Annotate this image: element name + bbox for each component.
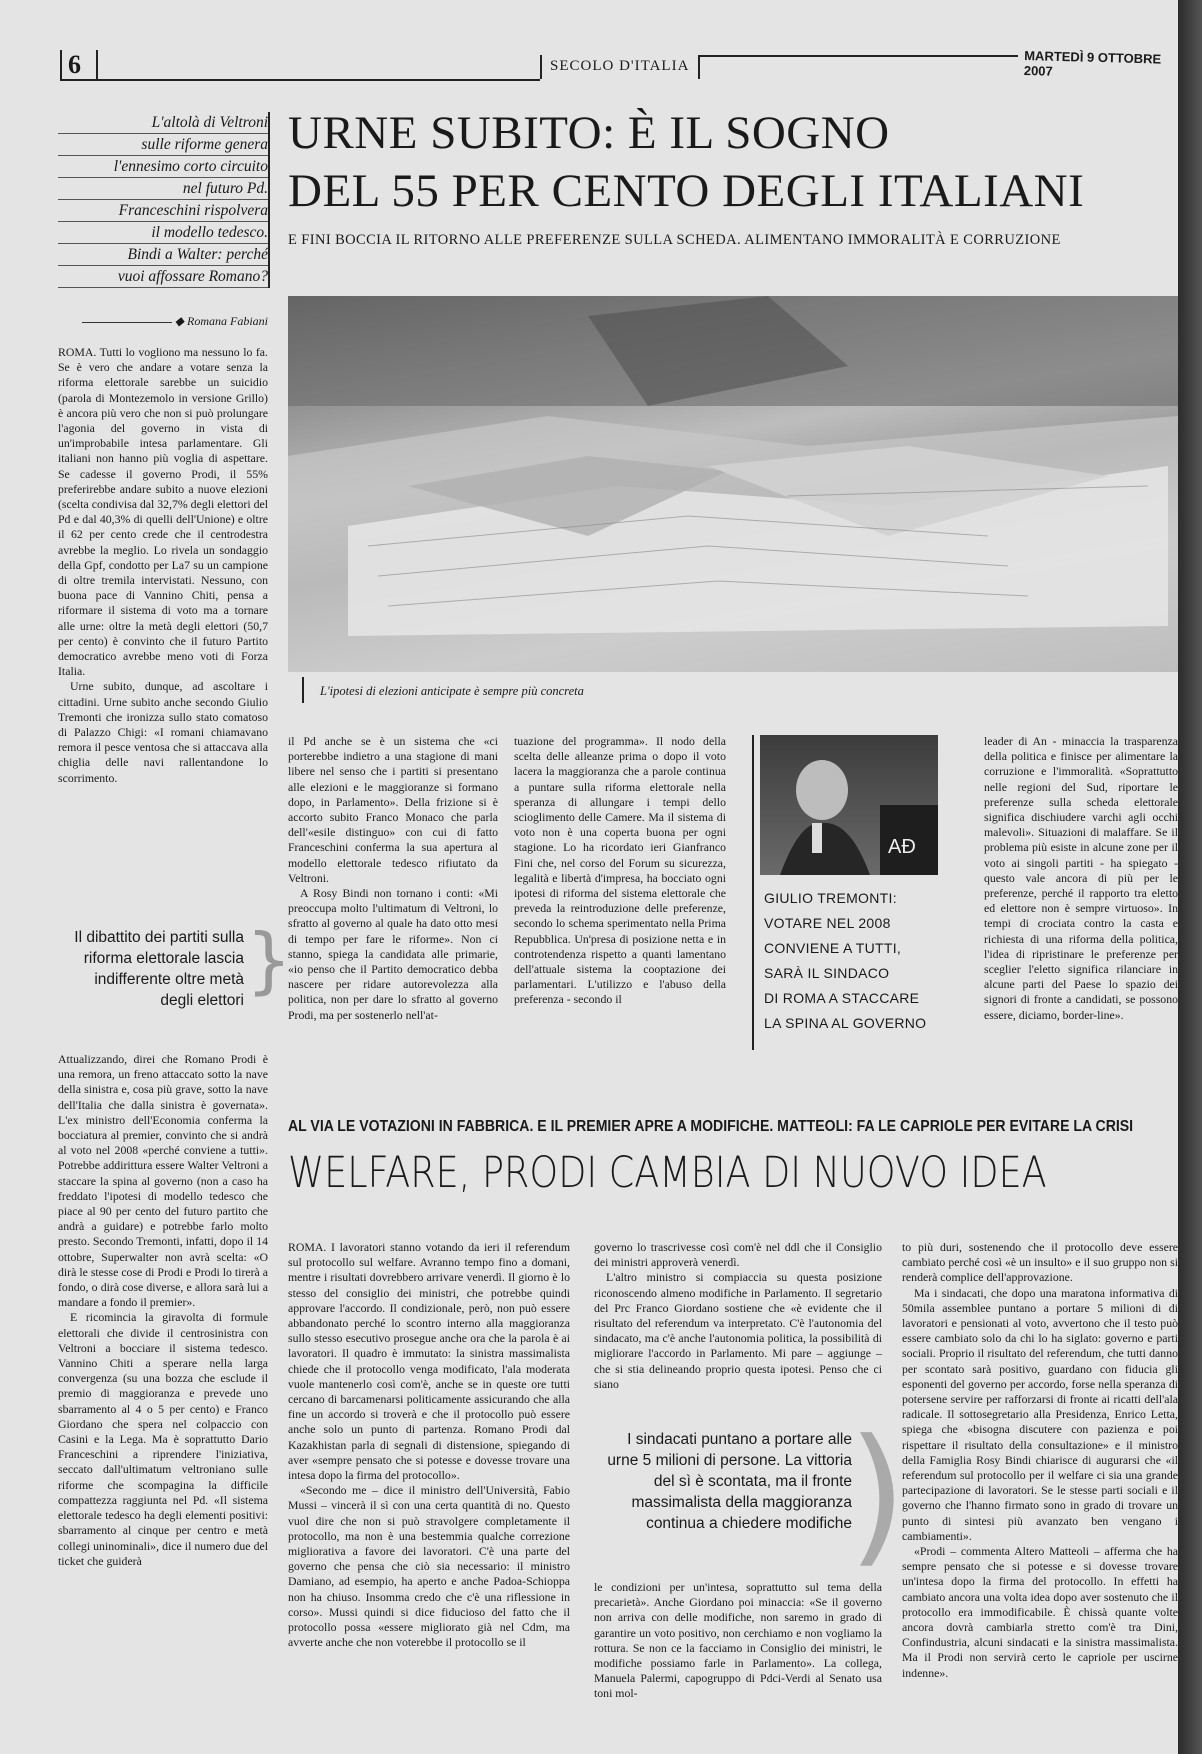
header-rule bbox=[698, 55, 1018, 57]
article2-kicker: AL VIA LE VOTAZIONI IN FABBRICA. E IL PREMIER APRE A MODIFICHE. MATTEOLI: FA LE CAPRIOLE PER EVITARE LA CRISI bbox=[288, 1118, 1134, 1135]
paragraph: «Prodi – commenta Altero Matteoli – afferma che ha sempre pensato che si potesse e si dovesse trovare un'intesa dopo la firma del protocollo. In effetti ha cambiato ancora una volta idea dopo aver sostenuto che il protocollo era immodificabile. È chissà quante volte ancora dovrà cambiarla stretto com'è tra Dini, Confindustria, alcuni sindacati e la sinistra massimalista. Ma il Prodi non servirà certo le capriole per uscirne indenne». bbox=[902, 1544, 1178, 1680]
summary-line: vuoi affossare Romano? bbox=[58, 266, 268, 288]
article2-column-2b bbox=[594, 1580, 882, 1702]
paragraph: ROMA. Tutti lo vogliono ma nessuno lo fa. Se è vero che andare a votare senza la riforma elettorale sarebbe un suicidio (parola di Montezemolo in versione Grillo) è ancora più vero che non si può prolungare l'agonia del governo in vista di un'improbabile intesa parlamentare. Gli italiani non hanno più voglia di aspettare. Se cadesse il governo Prodi, il 55% preferirebbe andare subito a nuove elezioni (scelta condivisa dal 32,7% degli elettori del Pd e dal 40,3% di quelli dell'Unione) e oltre il 62 per cento crede che il centrodestra avrebbe la meglio. Lo rivela un sondaggio della Gpf, condotto per La7 su un campione di oltre tremila intervistati. Nessuno, con buona pace di Vannino Chiti, pensa a riformare il sistema di voto ma a tornare alle urne: oltre la metà degli elettori (50,7 per cento) è convinto che il futuro Partito democratico avrebbe meno voti di Forza Italia. bbox=[58, 345, 268, 679]
paragraph: governo lo trascrivesse così com'è nel ddl che il Consiglio dei ministri approverà venerdì. bbox=[594, 1240, 882, 1270]
portrait-illustration bbox=[760, 735, 938, 875]
paragraph: Ma i sindacati, che dopo una maratona informativa di 50mila assemblee puntano a portare 5 milioni di di lavoratori e pensionati al voto, avvertono che il testo può essere cambiato solo da chi lo ha siglato: governo e parti sociali. Proprio il risultato del referendum, che tutti danno per scontato sarà positivo, guardano con fiducia gli esponenti del governo per accordo, forse nella speranza di potersene servire per rafforzarsi di fronte ai ricatti dell'ala radicale. Il sottosegretario alla Presidenza, Enrico Letta, spiega che «bisogna discutere con pazienza e poi rispettare il risultato della consultazione» e il ministro della Famiglia Rosy Bindi chiarisce di augurarsi che «il referendum sul protocollo per il welfare ci sia una grande partecipazione di lavoratori. Se le stesse parti sociali e il governo che l'hanno firmato sono in grado di trovare un punto di sintesi più avanzato ben vengano i cambiamenti». bbox=[902, 1285, 1178, 1543]
tremonti-photo bbox=[760, 735, 938, 875]
article1-column-3 bbox=[514, 734, 726, 1008]
caption-marker bbox=[302, 677, 304, 703]
brace-icon: ) bbox=[848, 1408, 907, 1582]
header-rule bbox=[60, 79, 540, 81]
summary-side-rule bbox=[268, 112, 270, 288]
pull-quote-1: Il dibattito dei partiti sulla riforma elettorale lascia indifferente oltre metà degli elettori bbox=[74, 929, 244, 1009]
byline bbox=[60, 314, 268, 329]
paragraph: Attualizzando, direi che Romano Prodi è una remora, un freno attaccato sotto la nave della sinistra e, cosa più grave, sotto la nave dell'Italia che dalla sinistra è governata». L'ex ministro dell'Economia conferma la bocciatura al premier, convinto che si andrà al voto nel 2008 «perché conviene a tutti». Potrebbe addirittura essere Walter Veltroni a staccare la spina al governo (non a caso ha freddato l'ipotesi di modello tedesco che piace al 90 per cento del futuro partito che andrà a guidare) e potrebbe farlo molto presto. Secondo Tremonti, infatti, dopo il 14 ottobre, Superwalter non avrà scelta: «O dirà le stesse cose di Prodi e Prodi lo tirerà a fondo, o dirà cose diverse, e allora sarà lui a mandare a fondo il premier». bbox=[58, 1052, 268, 1310]
paragraph: E ricomincia la giravolta di formule elettorali che divide il centrosinistra con Veltroni a bocciare il sistema tedesco. Vannino Chiti a sperare nella larga convergenza (su una bozza che esclude il premio di maggioranza e prevede uno sbarramento al 4 o 5 per cento) e Franco Giordano che spera nel colpaccio con Casini e la Lega. Ma è soprattutto Dario Franceschini a riprendere l'iniziativa, seccato dall'ultimatum veltroniano sulle riforme che scompagina la difficile compattezza raggiunta nel Pd. «Il sistema elettorale tedesco ha degli elementi positivi: sbarramento al cinque per centro e metà collegi uninominali», dice il numero due del ticket che guiderà bbox=[58, 1310, 268, 1568]
quote-line: CONVIENE A TUTTI, bbox=[764, 940, 902, 956]
quote-side-rule bbox=[752, 735, 754, 1050]
article2-column-2 bbox=[594, 1240, 882, 1392]
article2-column-3 bbox=[902, 1240, 1178, 1681]
headline-line: URNE SUBITO: È IL SOGNO bbox=[288, 107, 890, 159]
tremonti-quote bbox=[764, 886, 944, 1036]
headline-line: DEL 55 PER CENTO DEGLI ITALIANI bbox=[288, 165, 1085, 217]
header-rule bbox=[698, 55, 700, 79]
issue-date: MARTEDÌ 9 OTTOBRE 2007 bbox=[1023, 47, 1162, 79]
paragraph: A Rosy Bindi non tornano i conti: «Mi preoccupa molto l'ultimatum di Veltroni, lo sfratto al governo al quale ha dato otto mesi di tempo per fare le riforme». Non ci stanno, spiega la candidata alle primarie, «io penso che il Partito democratico debba nascere per ridare autorevolezza alla politica, non per dare lo sfratto al governo Prodi, ma per sostenerlo nell'at- bbox=[288, 886, 498, 1022]
page-number-box bbox=[96, 50, 98, 80]
article1-headline bbox=[288, 104, 1178, 220]
quote-line: LA SPINA AL GOVERNO bbox=[764, 1015, 927, 1031]
paragraph: le condizioni per un'intesa, soprattutto sul tema della precarietà». Anche Giordano poi minaccia: «Se il governo non arriva con delle modifiche, non saremo in grado di garantire un voto positivo, non cerchiamo e non vogliamo la rottura. Se non ce la facciamo in Consiglio dei ministri, le modifiche possiamo farle in Parlamento». La collega, Manuela Palermi, capogruppo di Pdci-Verdi al Senato usa toni mol- bbox=[594, 1580, 882, 1701]
article1-column-1 bbox=[58, 345, 268, 786]
quote-line: VOTARE NEL 2008 bbox=[764, 915, 891, 931]
summary-box bbox=[58, 112, 268, 288]
paragraph: ROMA. I lavoratori stanno votando da ieri il referendum sul protocollo sul welfare. Avranno tempo fino a domani, mentre i risultati dovrebbero arrivare venerdì. Il giorno è lo stesso del consiglio dei ministri, che potrebbe quindi approvare l'accordo. Il condizionale, però, non può essere abbandonato perché lo scontro interno alla maggioranza sullo stesso esecutivo prosegue anche ora che la parola è ai lavoratori. Il quadro è immutato: la sinistra massimalista chiede che il protocollo venga modificato, l'ala moderata vuole mantenerlo così com'è, anche se in queste ore tutti cercano di barcamenarsi politicamente assicurando che alla fine un accordo si troverà e che il protocollo può essere anche solo un punto di partenza. Romano Prodi dal Kazakhistan parla di segnali di distensione, spiegando di aver «sempre pensato che si potesse e dovesse trovare una intesa dopo la firma del protocollo». bbox=[288, 1240, 570, 1483]
summary-line: Bindi a Walter: perché bbox=[58, 244, 268, 266]
brace-icon: } bbox=[246, 918, 292, 1002]
diamond-icon: ◆ bbox=[174, 314, 184, 328]
paragraph: «Secondo me – dice il ministro dell'Università, Fabio Mussi – vincerà il sì con una certa quantità di no. Questo vuol dire che non si può stravolgere completamente il protocollo, ma non è una bestemmia qualche correzione migliorativa a favore dei lavoratori. C'è una parte del governo che pensa che ciò sia necessario: il ministro Damiano, ad esempio, ha aperto e anche Padoa-Schioppa non ha chiuso. Insomma credo che c'è una riflessione in corso». Mussi quindi si dice fiducioso del fatto che il protocollo possa «essere migliorato già nel Cdm, ma avverte anche che non voterebbe il protocollo se il bbox=[288, 1483, 570, 1650]
article1-subtitle: E FINI BOCCIA IL RITORNO ALLE PREFERENZE SULLA SCHEDA. ALIMENTANO IMMORALITÀ E CORRUZIONE bbox=[288, 232, 1061, 248]
ballots-photo bbox=[288, 296, 1178, 672]
article2-headline: WELFARE, PRODI CAMBIA DI NUOVO IDEA bbox=[288, 1148, 1047, 1198]
summary-line: l'ennesimo corto circuito bbox=[58, 156, 268, 178]
header-rule bbox=[540, 55, 542, 79]
article1-column-1b bbox=[58, 1052, 268, 1569]
paragraph: il Pd anche se è un sistema che «ci porterebbe indietro a una stagione di mani libere nel senso che i partiti si presentano alle elezioni e le maggioranze si formano dopo, in Parlamento». Della frizione si è accorto subito Franco Monaco che parla dell'«esile distinguo» con cui di fatto Franceschini conferma la sua apertura al modello elettorale tedesco rifiutato da Veltroni. bbox=[288, 734, 498, 885]
summary-line: sulle riforme genera bbox=[58, 134, 268, 156]
summary-line: L'altolà di Veltroni bbox=[58, 112, 268, 134]
quote-line: SARÀ IL SINDACO bbox=[764, 965, 890, 981]
masthead: SECOLO D'ITALIA bbox=[550, 58, 690, 74]
page-edge-shadow bbox=[1178, 0, 1202, 1754]
photo-caption: L'ipotesi di elezioni anticipate è sempre più concreta bbox=[320, 684, 584, 698]
paragraph: leader di An - minaccia la trasparenza della politica e finisce per alimentare la corruzione e l'immoralità. «Soprattutto nelle regioni del Sud, riportare le preferenze sulla scheda elettorale significa dischiudere varchi agli occhi malevoli». Situazioni di malaffare. Se il problema più esiste in alcune zone per il voto ai singoli partiti - ha spiegato - questo vale ancora di più per le preferenze, perché il rapporto tra eletto ed elettore non è sempre virtuoso». In tempi di crociata contro la casta e richiesta di una riforma della politica, l'idea di ripristinare le preferenze per sceglier l'eletto significa rilanciare in alcune parti del Paese lo spazio dei signori di fronte a candidati, se possono essere, diciamo, border-line». bbox=[984, 734, 1178, 1022]
quote-line: GIULIO TREMONTI: bbox=[764, 890, 897, 906]
article1-column-2 bbox=[288, 734, 498, 1023]
pull-quote-2: I sindacati puntano a portare alle urne 5 milioni di persone. La vittoria del sì è scontata, ma il fronte massimalista della maggioranza continua a chiedere modifiche bbox=[607, 1431, 852, 1532]
page-number-box bbox=[60, 50, 62, 80]
summary-line: Franceschini rispolvera bbox=[58, 200, 268, 222]
page-number: 6 bbox=[68, 50, 81, 79]
article1-column-5 bbox=[984, 734, 1178, 1023]
article2-column-1 bbox=[288, 1240, 570, 1650]
paragraph: Urne subito, dunque, ad ascoltare i cittadini. Urne subito anche secondo Giulio Tremonti che ironizza sullo stato comatoso di Palazzo Chigi: «I romani chiamavano remora il pesce ventosa che si attaccava alla chiglia delle navi rallentandone lo scorrimento. bbox=[58, 679, 268, 785]
author-name: Romana Fabiani bbox=[187, 314, 268, 328]
svg-text:AĐ: AĐ bbox=[888, 836, 916, 858]
paragraph: L'altro ministro si compiaccia su questa posizione riconoscendo almeno modifiche in Parlamento. Il segretario del Prc Franco Giordano sostiene che «è evidente che il risultato del referendum va interpretato. C'è l'autonomia del sindacato, ma c'è anche l'autonomia politica, la possibilità di migliorare l'accordo in Parlamento. Mi pare – aggiunge – che si stia delineando proprio questa ipotesi. Penso che ci siano bbox=[594, 1270, 882, 1391]
summary-line: nel futuro Pd. bbox=[58, 178, 268, 200]
byline-rule bbox=[82, 322, 172, 323]
paragraph: to più duri, sostenendo che il protocollo deve essere cambiato perché così «è un insulto» e il suo gruppo non si renderà complice dell'approvazione. bbox=[902, 1240, 1178, 1285]
quote-line: DI ROMA A STACCARE bbox=[764, 990, 920, 1006]
paragraph: tuazione del programma». Il nodo della scelta delle alleanze prima o dopo il voto lacera la maggioranza che a parole continua a puntare sulla riforma elettorale nella speranza di allungare i tempi dello scioglimento delle Camere. Ma il sistema di voto non è una coperta buona per ogni stagione. Lo ha ricordato ieri Gianfranco Fini che, nel corso del Forum su sicurezza, legalità e libertà d'impresa, ha bocciato ogni ipotesi di riforma del sistema elettorale che preveda la reintroduzione delle preferenze, secondo lo schema sperimentato nella Prima Repubblica. Un'presa di posizione netta e in controtendenza rispetto a quanti lamentano dell'attuale sistema la cooptazione dei parlamentari. L'utilizzo e l'abuso della preferenza - secondo il bbox=[514, 734, 726, 1007]
summary-line: il modello tedesco. bbox=[58, 222, 268, 244]
ballots-illustration bbox=[288, 296, 1178, 672]
